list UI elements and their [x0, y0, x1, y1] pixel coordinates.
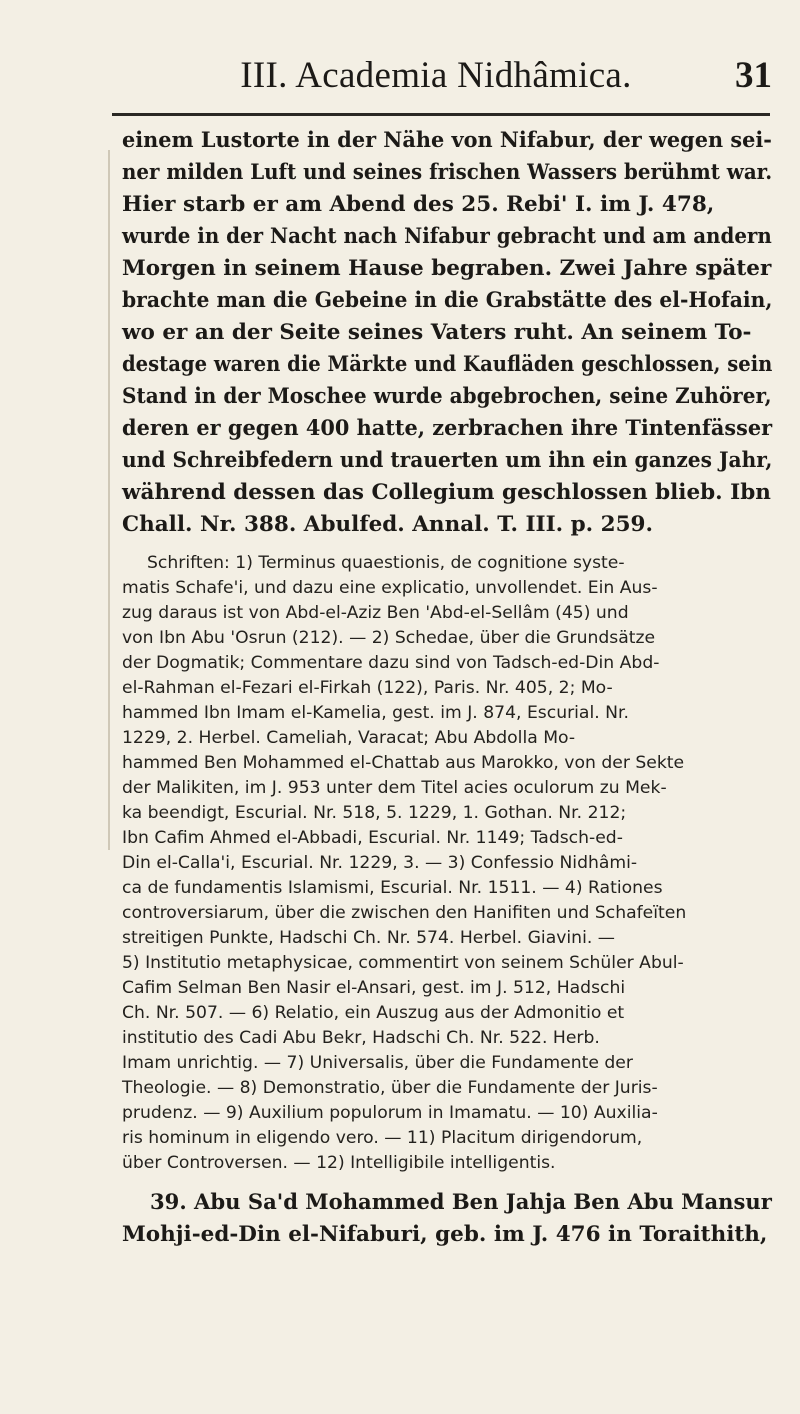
text-line: ner milden Luft und seines frischen Wassers berühmt war.: [122, 160, 773, 185]
note-line: Ibn Cafim Ahmed el-Abbadi, Escurial. Nr. 1149; Tadsch-ed-: [122, 828, 623, 848]
note-line: Theologie. — 8) Demonstratio, über die Fundamente der Juris-: [122, 1078, 658, 1098]
note-line: matis Schafe'i, und dazu eine explicatio, unvollendet. Ein Aus-: [122, 578, 658, 598]
note-line: hammed Ben Mohammed el-Chattab aus Marokko, von der Sekte: [122, 753, 685, 773]
note-line: Cafim Selman Ben Nasir el-Ansari, gest. im J. 512, Hadschi: [122, 978, 626, 998]
text-line: Hier starb er am Abend des 25. Rebi' I. im J. 478,: [122, 192, 715, 217]
note-line: ris hominum in eligendo vero. — 11) Placitum dirigendorum,: [122, 1128, 643, 1148]
note-line: zug daraus ist von Abd-el-Aziz Ben 'Abd-el-Sellâm (45) und: [122, 603, 629, 623]
text-line: 39. Abu Sa'd Mohammed Ben Jahja Ben Abu Mansur: [150, 1190, 772, 1215]
note-line: von Ibn Abu 'Osrun (212). — 2) Schedae, über die Grundsätze: [122, 628, 656, 648]
note-line: streitigen Punkte, Hadschi Ch. Nr. 574. Herbel. Giavini. —: [122, 928, 615, 948]
text-line: während dessen das Collegium geschlossen blieb. Ibn: [122, 480, 771, 505]
running-header: [100, 54, 772, 110]
margin-line: [108, 150, 110, 850]
text-line: Mohji-ed-Din el-Nifaburi, geb. im J. 476 in Toraithith,: [122, 1222, 768, 1247]
note-line: Imam unrichtig. — 7) Universalis, über die Fundamente der: [122, 1053, 633, 1073]
text-line: und Schreibfedern und trauerten um ihn ein ganzes Jahr,: [122, 448, 773, 473]
note-line: ka beendigt, Escurial. Nr. 518, 5. 1229, 1. Gothan. Nr. 212;: [122, 803, 627, 823]
note-line: ca de fundamentis Islamismi, Escurial. Nr. 1511. — 4) Rationes: [122, 878, 663, 898]
note-line: institutio des Cadi Abu Bekr, Hadschi Ch. Nr. 522. Herb.: [122, 1028, 600, 1048]
text-line: Chall. Nr. 388. Abulfed. Annal. T. III. p. 259.: [122, 512, 653, 537]
text-line: einem Lustorte in der Nähe von Nifabur, der wegen sei-: [122, 128, 772, 153]
note-line: 5) Institutio metaphysicae, commentirt von seinem Schüler Abul-: [122, 953, 684, 973]
note-line: Schriften: 1) Terminus quaestionis, de cognitione syste-: [147, 553, 625, 573]
text-line: Stand in der Moschee wurde abgebrochen, seine Zuhörer,: [122, 384, 772, 409]
running-title: III. Academia Nidhâmica.: [240, 55, 632, 96]
note-line: el-Rahman el-Fezari el-Firkah (122), Paris. Nr. 405, 2; Mo-: [122, 678, 613, 698]
note-line: der Dogmatik; Commentare dazu sind von Tadsch-ed-Din Abd-: [122, 653, 660, 673]
text-line: destage waren die Märkte und Kaufläden geschlossen, sein: [122, 352, 773, 377]
note-line: der Malikiten, im J. 953 unter dem Titel acies oculorum zu Mek-: [122, 778, 667, 798]
text-line: wo er an der Seite seines Vaters ruht. An seinem To-: [122, 320, 752, 345]
note-line: 1229, 2. Herbel. Cameliah, Varacat; Abu Abdolla Mo-: [122, 728, 576, 748]
text-line: deren er gegen 400 hatte, zerbrachen ihre Tintenfässer: [122, 416, 773, 441]
note-line: hammed Ibn Imam el-Kamelia, gest. im J. 874, Escurial. Nr.: [122, 703, 629, 723]
header-rule: [112, 113, 770, 116]
note-line: Din el-Calla'i, Escurial. Nr. 1229, 3. — 3) Confessio Nidhâmi-: [122, 853, 638, 873]
note-line: prudenz. — 9) Auxilium populorum in Imamatu. — 10) Auxilia-: [122, 1103, 658, 1123]
text-line: wurde in der Nacht nach Nifabur gebracht und am andern: [122, 224, 772, 249]
text-line: brachte man die Gebeine in die Grabstätte des el-Hofain,: [122, 288, 773, 313]
text-line: Morgen in seinem Hause begraben. Zwei Jahre später: [122, 256, 772, 281]
page-number: 31: [735, 55, 772, 96]
note-line: über Controversen. — 12) Intelligibile intelligentis.: [122, 1153, 556, 1173]
note-line: Ch. Nr. 507. — 6) Relatio, ein Auszug aus der Admonitio et: [122, 1003, 625, 1023]
note-line: controversiarum, über die zwischen den Hanifiten und Schafeïten: [122, 903, 687, 923]
